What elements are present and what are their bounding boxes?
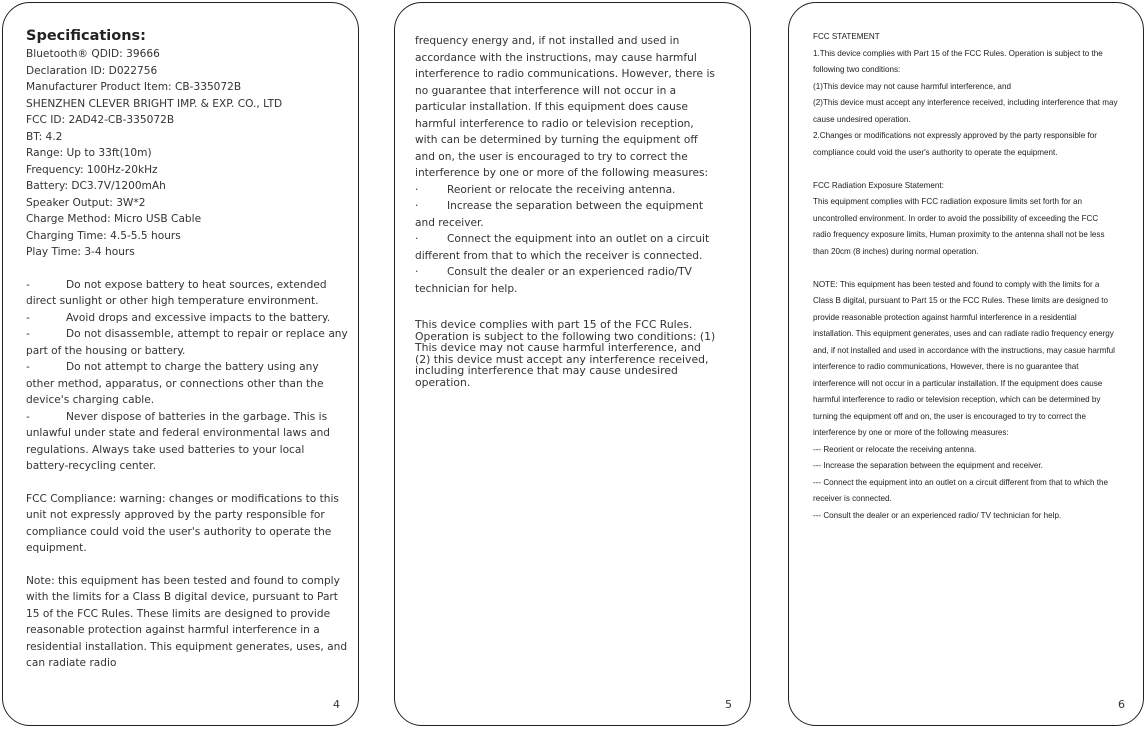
note-paragraph: NOTE: This equipment has been tested and found to comply with the limits for a Class B digital, pursuant to Part 15 or the FCC Rules. These limits are designed to provide reasonable protection against harmful interference in a residential installation. This equipment generates, uses and can radiate radio frequency energy and, if not installed and used in accordance with the instructions, may casue harmful interference to radio communications, However, there is no guarantee that interference will not occur in a particular installation. If the equipment does cause harmful interference to radio or television reception, which can be determined by turning the equipment off and on, the user is encouraged to try to correct the interference by one or more of the following measures:: [813, 279, 1115, 437]
measure-item: --- Increase the separation between the equipment and receiver.: [813, 461, 1043, 470]
measure-item: · Consult the dealer or an experienced radio/TV technician for help.: [415, 266, 692, 295]
page-5: [394, 2, 751, 726]
statement-1: 1.This device complies with Part 15 of the FCC Rules. Operation is subject to the following two conditions:: [813, 48, 1103, 74]
specifications-heading: Specifications:: [26, 28, 146, 44]
measure-item: --- Reorient or relocate the receiving antenna.: [813, 444, 977, 454]
compliance-paragraph: This device complies with part 15 of the FCC Rules. Operation is subject to the following two conditions: (1) This device may not cause harmful interference, and (2) this device must accept any interference received, including interference that may cause undesired operation.: [415, 318, 716, 389]
warning-item: - Never dispose of batteries in the garbage. This is unlawful under state and federal environmental laws and regulations. Always take used batteries to your local battery-recycling center.: [26, 410, 331, 472]
spec-line: Manufacturer Product Item: CB-335072B: [26, 81, 242, 93]
condition-1: (1)This device may not cause harmful interference, and: [813, 81, 1011, 91]
spec-line: Charging Time: 4.5-5.5 hours: [26, 229, 181, 242]
measure-item: · Increase the separation between the equipment and receiver.: [415, 200, 703, 229]
page-number: 5: [725, 698, 732, 711]
page-number: 4: [333, 698, 340, 711]
measure-item: --- Consult the dealer or an experienced radio/ TV technician for help.: [813, 510, 1062, 520]
interference-paragraph: frequency energy and, if not installed and used in accordance with the instructions, may cause harmful interference to radio communications. However, there is no guarantee that interference will not occur in a particular installation. If this equipment does cause harmful interference to radio or television reception, with can be determined by turning the equipment off and on, the user is encouraged to try to correct the interference by one or more of the following measures:: [415, 35, 715, 179]
fcc-compliance-paragraph: FCC Compliance: warning: changes or modifications to this unit not expressly approved by the party responsible for compliance could void the user's authority to operate the equipment.: [26, 492, 339, 554]
spec-line: Battery: DC3.7V/1200mAh: [26, 180, 166, 192]
spec-line: Play Time: 3-4 hours: [26, 246, 135, 258]
warning-item: - Do not disassemble, attempt to repair or replace any part of the housing or battery.: [26, 328, 348, 357]
spec-line: Declaration ID: D022756: [26, 64, 158, 77]
spec-line: Frequency: 100Hz-20kHz: [26, 163, 158, 176]
note-paragraph: Note: this equipment has been tested and found to comply with the limits for a Class B digital device, pursuant to Part 15 of the FCC Rules. These limits are designed to provide reasonable protection against harmful interference in a residential installation. This equipment generates, uses, and can radiate radio: [26, 574, 348, 669]
condition-2: (2)This device must accept any interference received, including interference that may cause undesired operation.: [813, 98, 1118, 124]
fcc-statement-title: FCC STATEMENT: [813, 32, 880, 41]
warning-item: - Do not expose battery to heat sources, extended direct sunlight or other high temperature environment.: [26, 278, 327, 307]
measure-item: · Reorient or relocate the receiving antenna.: [415, 183, 676, 196]
spec-line: FCC ID: 2AD42-CB-335072B: [26, 114, 175, 126]
radiation-text: This equipment complies with FCC radiation exposure limits set forth for an uncontrolled environment. In order to avoid the possibility of exceeding the FCC radio frequency exposure limits, Human proximity to the antenna shall not be less than 20cm (8 inches) during normal operation.: [813, 197, 1105, 256]
measure-item: · Connect the equipment into an outlet on a circuit different from that to which the receiver is connected.: [415, 233, 710, 262]
spec-line: SHENZHEN CLEVER BRIGHT IMP. & EXP. CO., LTD: [26, 97, 283, 110]
page-5-body: [415, 33, 717, 389]
page-6: [788, 2, 1144, 726]
warning-item: - Avoid drops and excessive impacts to the battery.: [26, 311, 331, 324]
spec-line: Charge Method: Micro USB Cable: [26, 213, 202, 225]
spec-line: Speaker Output: 3W*2: [26, 196, 146, 209]
measure-item: --- Connect the equipment into an outlet on a circuit different from that to which the receiver is connected.: [813, 477, 1108, 503]
spec-line: BT: 4.2: [26, 130, 63, 143]
page-4-body: [26, 27, 348, 672]
page-6-body: [813, 29, 1118, 524]
statement-2: 2.Changes or modifications not expressly approved by the party responsible for compliance could void the user's authority to operate the equipment.: [813, 131, 1097, 157]
spec-line: Range: Up to 33ft(10m): [26, 147, 152, 159]
spec-line: Bluetooth® QDID: 39666: [26, 48, 160, 60]
page-number: 6: [1118, 698, 1125, 711]
warning-item: - Do not attempt to charge the battery using any other method, apparatus, or connections other than the device's charging cable.: [26, 361, 324, 406]
page-4: [2, 2, 359, 726]
radiation-title: FCC Radiation Exposure Statement:: [813, 180, 944, 190]
